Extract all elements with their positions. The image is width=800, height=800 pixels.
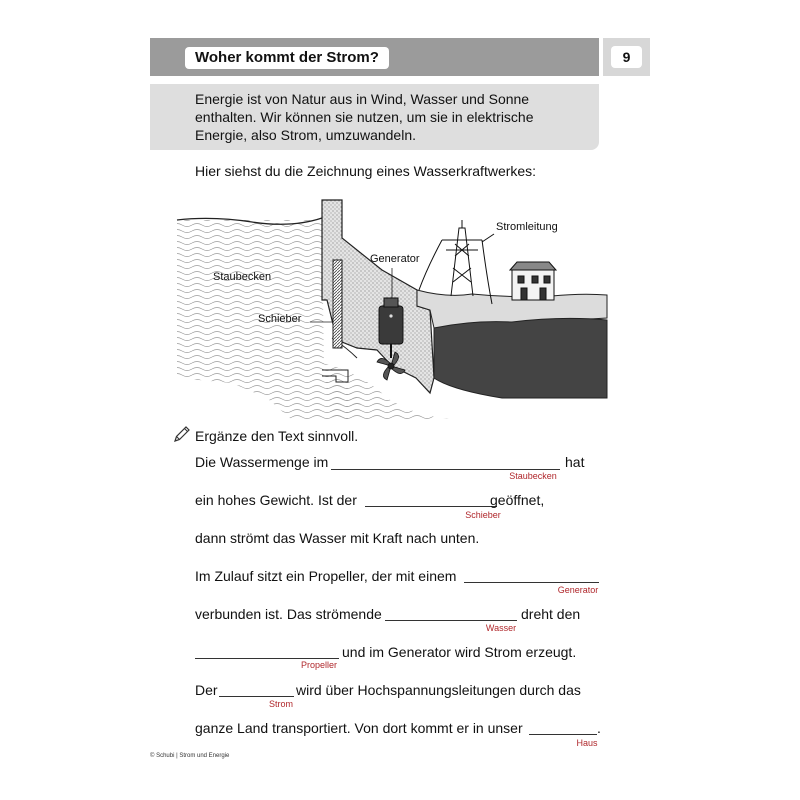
cloze-text: dreht den — [521, 606, 581, 622]
cloze-text: Die Wassermenge im — [195, 454, 329, 470]
cloze-text: Der — [195, 682, 218, 698]
pencil-icon — [172, 424, 192, 444]
cloze-text: Im Zulauf sitzt ein Propeller, der mit einem — [195, 568, 457, 584]
cloze-text: geöffnet, — [490, 492, 545, 508]
cloze-answer: Strom — [268, 699, 294, 709]
cloze-answer: Generator — [557, 585, 599, 595]
cloze-text: wird über Hochspannungsleitungen durch das — [296, 682, 581, 698]
cloze-text: dann strömt das Wasser mit Kraft nach unten. — [195, 530, 480, 546]
cloze-text: hat — [565, 454, 585, 470]
hydropower-diagram — [172, 198, 612, 420]
intro-line: enthalten. Wir können sie nutzen, um sie in elektrische — [195, 109, 534, 125]
cloze-answer: Schieber — [465, 510, 501, 520]
label-staubecken: Staubecken — [213, 271, 272, 283]
cloze-text: verbunden ist. Das strömende — [195, 606, 382, 622]
cloze-answer: Propeller — [300, 660, 338, 670]
diagram-caption: Hier siehst du die Zeichnung eines Wasserkraftwerkes: — [195, 163, 537, 179]
cloze-answer: Wasser — [485, 623, 517, 633]
cloze-answer: Staubecken — [509, 471, 557, 481]
intro-line: Energie, also Strom, umzuwandeln. — [195, 127, 416, 143]
task-instruction: Ergänze den Text sinnvoll. — [195, 428, 359, 444]
label-stromleitung: Stromleitung — [496, 221, 558, 233]
cloze-blank[interactable] — [331, 469, 560, 470]
cloze-text: und im Generator wird Strom erzeugt. — [342, 644, 577, 660]
cloze-blank[interactable] — [464, 582, 599, 583]
cloze-blank[interactable] — [195, 658, 339, 659]
page-title: Woher kommt der Strom? — [185, 47, 389, 69]
intro-line: Energie ist von Natur aus in Wind, Wasser und Sonne — [195, 91, 530, 107]
cloze-answer: Haus — [576, 738, 598, 748]
cloze-text: ganze Land transportiert. Von dort kommt er in unser — [195, 720, 523, 736]
cloze-blank[interactable] — [219, 696, 294, 697]
cloze-blank[interactable] — [529, 734, 597, 735]
cloze-text: . — [597, 720, 601, 736]
footer-copyright: © Schubi | Strom und Energie — [150, 753, 230, 759]
cloze-blank[interactable] — [385, 620, 517, 621]
label-schieber: Schieber — [258, 313, 302, 325]
page-number: 9 — [611, 46, 642, 68]
label-generator: Generator — [370, 253, 420, 265]
cloze-blank[interactable] — [365, 506, 497, 507]
cloze-text: ein hohes Gewicht. Ist der — [195, 492, 357, 508]
